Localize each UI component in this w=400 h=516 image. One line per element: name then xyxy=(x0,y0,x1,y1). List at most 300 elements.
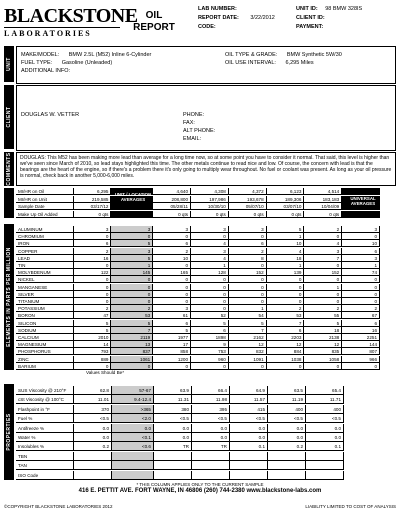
prior-value: 0.0 xyxy=(230,433,268,442)
table-row xyxy=(16,233,380,240)
prior-value: 0 xyxy=(191,276,229,283)
prior-value: 0.1 xyxy=(230,442,268,451)
address-line: 416 E. PETTIT AVE. FORT WAYNE, IN 46806 (260) 744-2380 www.blackstone-labs.com xyxy=(78,488,322,494)
prior-value xyxy=(192,452,230,461)
unit-average-value: 2 xyxy=(111,305,153,312)
table-row xyxy=(16,298,380,305)
property-label: Antifreeze % xyxy=(16,424,74,433)
prior-value: 7 xyxy=(229,327,267,334)
prior-value: 5 xyxy=(153,327,191,334)
universal-average-value: 144 xyxy=(342,341,380,348)
client-band: CLIENT xyxy=(4,85,14,149)
prior-value xyxy=(192,461,230,470)
unit-average-cell xyxy=(111,211,153,218)
table-row xyxy=(16,452,380,461)
current-value: 0.0 xyxy=(74,433,112,442)
property-label: SUS Viscosity @ 210°F xyxy=(16,386,74,395)
unit-average-value: 0 xyxy=(111,363,153,370)
prior-value: 5 xyxy=(229,320,267,327)
prior-value xyxy=(192,471,230,480)
unit-id: 98 BMW 328IS xyxy=(325,6,363,12)
element-label: LEAD xyxy=(16,255,74,262)
prior-value: 0.0 xyxy=(306,433,344,442)
current-value: 11.01 xyxy=(74,395,112,404)
prior-value xyxy=(230,471,268,480)
prior-value: 2 xyxy=(267,305,305,312)
universal-average-value: 2251 xyxy=(342,334,380,341)
current-value: 6,295 xyxy=(74,188,112,195)
prior-value: 2138 xyxy=(304,334,342,341)
table-row xyxy=(16,203,380,210)
prior-value: 10/30/10 xyxy=(191,203,229,210)
row-label: Sample Date xyxy=(16,203,74,210)
prior-value: 2 xyxy=(153,248,191,255)
prior-value: 5 xyxy=(304,320,342,327)
element-label: SODIUM xyxy=(16,327,74,334)
prior-value xyxy=(154,452,192,461)
universal-average-value: 0 xyxy=(342,233,380,240)
report-date: 3/22/2012 xyxy=(250,15,275,21)
prior-value: 03/07/10 xyxy=(267,203,305,210)
prior-value: 0.0 xyxy=(154,433,192,442)
prior-value: 3 xyxy=(304,248,342,255)
prior-value: 0 xyxy=(229,233,267,240)
universal-average-value: 6 xyxy=(342,248,380,255)
universal-average-value: 966 xyxy=(342,356,380,363)
prior-value: 0.0 xyxy=(192,433,230,442)
prior-value: 0 xyxy=(304,233,342,240)
prior-value: 2 xyxy=(229,248,267,255)
prior-value: 0 xyxy=(191,233,229,240)
prior-value: 4,640 xyxy=(153,188,191,195)
prior-value: 0 xyxy=(153,291,191,298)
prior-value: 54 xyxy=(229,312,267,319)
current-value: 2010 xyxy=(74,334,112,341)
prior-value: 6,123 xyxy=(267,188,305,195)
prior-value: 832 xyxy=(229,348,267,355)
universal-average-value: 0 xyxy=(342,298,380,305)
current-value: 0 xyxy=(74,284,112,291)
table-row xyxy=(16,471,380,480)
prior-value xyxy=(154,461,192,470)
prior-value: 10 xyxy=(153,255,191,262)
prior-value: <0.5 xyxy=(268,414,306,423)
unit-average-value: 5 xyxy=(111,240,153,247)
should-be-value: 0.0 xyxy=(112,424,154,433)
table-row xyxy=(16,240,380,247)
current-value: 0.0 xyxy=(74,424,112,433)
prior-value: 63.5 xyxy=(268,386,306,395)
prior-value: 0 xyxy=(191,291,229,298)
prior-value: 197,986 xyxy=(191,196,229,203)
prior-value: 2 xyxy=(304,305,342,312)
property-label: ISO Code xyxy=(16,471,74,480)
element-label: TIN xyxy=(16,262,74,269)
current-value: 62.8 xyxy=(74,386,112,395)
prior-value: 139 xyxy=(267,269,305,276)
unit-average-value: 5 xyxy=(111,320,153,327)
element-label: SILVER xyxy=(16,291,74,298)
table-row xyxy=(16,386,380,395)
current-value: 793 xyxy=(74,348,112,355)
universal-average-cell xyxy=(342,188,380,195)
universal-average-value: 0 xyxy=(342,284,380,291)
table-row xyxy=(16,363,380,370)
current-value: 5 xyxy=(74,327,112,334)
table-row xyxy=(16,320,380,327)
unit-average-value: 7 xyxy=(111,327,153,334)
universal-average-value: 10 xyxy=(342,240,380,247)
prior-value: 61 xyxy=(153,312,191,319)
current-value: 16 xyxy=(74,255,112,262)
prior-value: 05/07/10 xyxy=(229,203,267,210)
unit-average-value: 2119 xyxy=(111,334,153,341)
unit-average-value: 3 xyxy=(111,248,153,255)
unit-average-value: 0 xyxy=(111,291,153,298)
current-value: 3 xyxy=(74,226,112,233)
prior-value: 208,800 xyxy=(153,196,191,203)
table-row xyxy=(16,269,380,276)
elements-band: ELEMENTS IN PARTS PER MILLION xyxy=(4,224,14,370)
current-value: 0 xyxy=(74,291,112,298)
table-row xyxy=(16,334,380,341)
prior-value: <0.5 xyxy=(306,414,344,423)
element-label: POTASSIUM xyxy=(16,305,74,312)
properties-band: PROPERTIES xyxy=(4,384,14,480)
current-value: 370 xyxy=(74,405,112,414)
prior-value xyxy=(306,452,344,461)
current-value xyxy=(74,452,112,461)
universal-average-cell xyxy=(342,211,380,218)
comments-section xyxy=(16,152,396,186)
prior-value: 6 xyxy=(191,327,229,334)
current-value: 03/17/12 xyxy=(74,203,112,210)
table-row xyxy=(16,405,380,414)
prior-value: 0 xyxy=(304,276,342,283)
universal-average-value: 6 xyxy=(342,320,380,327)
prior-value: 0 xyxy=(153,298,191,305)
prior-value: 5 xyxy=(191,320,229,327)
prior-value: 7 xyxy=(267,320,305,327)
prior-value: 1038 xyxy=(267,356,305,363)
table-row xyxy=(16,276,380,283)
current-value: 889 xyxy=(74,356,112,363)
property-label: cSt Viscosity @ 100°C xyxy=(16,395,74,404)
prior-value: 11.19 xyxy=(268,395,306,404)
prior-value: 0.2 xyxy=(268,442,306,451)
table-row xyxy=(16,395,380,404)
current-value: 2 xyxy=(74,248,112,255)
prior-value: 11.71 xyxy=(306,395,344,404)
prior-value: 17 xyxy=(153,341,191,348)
element-label: MANGANESE xyxy=(16,284,74,291)
report-title: OIL REPORT xyxy=(133,10,175,33)
prior-value: 0 xyxy=(304,298,342,305)
unit-average-value: 5 xyxy=(111,255,153,262)
current-value: 6 xyxy=(74,240,112,247)
element-label: IRON xyxy=(16,240,74,247)
element-label: BARIUM xyxy=(16,363,74,370)
prior-value: 1 xyxy=(229,305,267,312)
prior-value: 0 xyxy=(191,284,229,291)
prior-value: <0.5 xyxy=(230,414,268,423)
unit-average-value: 3 xyxy=(111,226,153,233)
unit-location-averages-label: UNIT / LOCATION AVERAGES xyxy=(114,192,152,202)
table-row xyxy=(16,284,380,291)
current-value: 0 xyxy=(74,276,112,283)
prior-value: 0 xyxy=(229,262,267,269)
table-row xyxy=(16,196,380,203)
property-label: Water % xyxy=(16,433,74,442)
prior-value: 9 xyxy=(191,341,229,348)
prior-value: 0 xyxy=(153,284,191,291)
universal-average-value: 74 xyxy=(342,269,380,276)
table-row xyxy=(16,348,380,355)
prior-value: 1200 xyxy=(153,356,191,363)
prior-value: 63.9 xyxy=(154,386,192,395)
prior-value: 4 xyxy=(267,248,305,255)
prior-value: 3 xyxy=(153,226,191,233)
should-be-value xyxy=(112,461,154,470)
element-label: BORON xyxy=(16,312,74,319)
prior-value: 3 xyxy=(229,226,267,233)
universal-average-value: 0 xyxy=(342,276,380,283)
current-value: 47 xyxy=(74,312,112,319)
should-be-value: <0.1 xyxy=(112,433,154,442)
table-row xyxy=(16,262,380,269)
prior-value: 65.4 xyxy=(306,386,344,395)
footnote: * THIS COLUMN APPLIES ONLY TO THE CURRENT SAMPLE xyxy=(136,482,264,487)
universal-average-value: 16 xyxy=(342,327,380,334)
unit-average-value: 1061 xyxy=(111,356,153,363)
row-label: MI/HR on Unit xyxy=(16,196,74,203)
row-label: MI/HR on Oil xyxy=(16,188,74,195)
prior-value: 3 xyxy=(191,226,229,233)
element-label: ZINC xyxy=(16,356,74,363)
current-value xyxy=(74,461,112,470)
prior-value: 0 xyxy=(229,276,267,283)
table-row xyxy=(16,248,380,255)
prior-value: 189,306 xyxy=(267,196,305,203)
prior-value: 0.0 xyxy=(154,424,192,433)
prior-value: 8 xyxy=(229,255,267,262)
prior-value xyxy=(268,461,306,470)
current-value: 0 xyxy=(74,298,112,305)
prior-value: 400 xyxy=(306,405,344,414)
prior-value: 0 xyxy=(304,262,342,269)
prior-value: 12 xyxy=(304,341,342,348)
current-value: 5 xyxy=(74,320,112,327)
unit-average-value: 0 xyxy=(111,276,153,283)
unit-average-value: 0 xyxy=(111,298,153,305)
prior-value: 0 xyxy=(304,363,342,370)
element-label: PHOSPHORUS xyxy=(16,348,74,355)
prior-value: 415 xyxy=(230,405,268,414)
current-value: 0 xyxy=(74,262,112,269)
unit-section: MAKE/MODEL: BMW 2.5L (M52) Inline 6-Cylinder FUEL TYPE: Gasoline (Unleaded) ADDITIONAL INFO: OIL TYPE & GRADE: BMW Synthetic 5W/30 OIL USE INTERVAL: 6,295 Miles xyxy=(16,46,396,84)
unit-average-value: 837 xyxy=(111,348,153,355)
prior-value: 0 xyxy=(229,284,267,291)
info-band xyxy=(4,188,14,218)
prior-value: 0 xyxy=(267,298,305,305)
should-be-value: 9.4-12.4 xyxy=(112,395,154,404)
comments-band: COMMENTS xyxy=(6,152,12,186)
prior-value: 753 xyxy=(191,348,229,355)
prior-value: 395 xyxy=(192,405,230,414)
prior-value: 0 xyxy=(229,363,267,370)
prior-value xyxy=(268,452,306,461)
table-row xyxy=(16,291,380,298)
prior-value: <0.5 xyxy=(154,414,192,423)
prior-value: 0 xyxy=(267,284,305,291)
prior-value: 1 xyxy=(304,284,342,291)
universal-average-value: 67 xyxy=(342,312,380,319)
current-value: 14 xyxy=(74,341,112,348)
prior-value: 0 xyxy=(191,305,229,312)
prior-value: 152 xyxy=(304,269,342,276)
should-be-value: <0.6 xyxy=(112,442,154,451)
prior-value: 0 xyxy=(153,262,191,269)
prior-value: 11.57 xyxy=(230,395,268,404)
universal-average-value: 3 xyxy=(342,226,380,233)
prior-value: 152 xyxy=(229,269,267,276)
universal-average-value: 3 xyxy=(342,255,380,262)
element-label: CHROMIUM xyxy=(16,233,74,240)
prior-value: 0 xyxy=(267,363,305,370)
prior-value: 53 xyxy=(267,312,305,319)
prior-value: 1058 xyxy=(304,356,342,363)
current-value: 122 xyxy=(74,269,112,276)
prior-value: 0 xyxy=(191,363,229,370)
prior-value: 1977 xyxy=(153,334,191,341)
table-row xyxy=(16,255,380,262)
prior-value: 0 xyxy=(229,291,267,298)
should-be-value xyxy=(112,471,154,480)
row-label: Make Up Oil Added xyxy=(16,211,74,218)
prior-value: 193,678 xyxy=(229,196,267,203)
table-row xyxy=(16,327,380,334)
current-value xyxy=(74,471,112,480)
prior-value: 52 xyxy=(191,312,229,319)
prior-value: TR xyxy=(192,442,230,451)
company-logo: BLACKSTONE LABORATORIES xyxy=(4,5,138,38)
table-row xyxy=(16,461,380,470)
universal-averages-label: UNIVERSAL AVERAGES xyxy=(350,196,376,206)
prior-value: 0.0 xyxy=(230,424,268,433)
element-label: COPPER xyxy=(16,248,74,255)
prior-value: 0.1 xyxy=(306,442,344,451)
prior-value: 0 xyxy=(267,276,305,283)
prior-value: 1091 xyxy=(229,356,267,363)
table-row xyxy=(16,305,380,312)
prior-value: 11.31 xyxy=(154,395,192,404)
prior-value: 64.9 xyxy=(230,386,268,395)
table-row xyxy=(16,414,380,423)
unit-average-value: 0 xyxy=(111,233,153,240)
prior-value: 858 xyxy=(153,348,191,355)
prior-value: 0.0 xyxy=(268,424,306,433)
universal-average-value: 0 xyxy=(342,363,380,370)
prior-value xyxy=(306,471,344,480)
prior-value: 2162 xyxy=(229,334,267,341)
prior-value: 3 xyxy=(191,248,229,255)
unit-average-value: 0 xyxy=(111,284,153,291)
prior-value: 4,372 xyxy=(229,188,267,195)
table-row xyxy=(16,442,380,451)
prior-value xyxy=(230,461,268,470)
unit-average-value: 13 xyxy=(111,341,153,348)
prior-value: 55 xyxy=(304,312,342,319)
prior-value: 4,514 xyxy=(304,188,342,195)
prior-value: 6 xyxy=(229,240,267,247)
prior-value: 18 xyxy=(304,327,342,334)
prior-value: 380 xyxy=(154,405,192,414)
prior-value: 0 xyxy=(229,298,267,305)
prior-value: 4 xyxy=(191,240,229,247)
current-value: 0 qts xyxy=(74,211,112,218)
prior-value: 10/04/09 xyxy=(304,203,342,210)
prior-value: 128 xyxy=(191,269,229,276)
prior-value: 66.4 xyxy=(192,386,230,395)
unit-average-value: 53 xyxy=(111,312,153,319)
prior-value: 12 xyxy=(229,341,267,348)
prior-value: TR xyxy=(154,442,192,451)
prior-value: 0 xyxy=(191,298,229,305)
copyright-line: ©COPYRIGHT BLACKSTONE LABORATORIES 2012 LIABILITY LIMITED TO COST OF ANALYSIS xyxy=(4,504,396,509)
prior-value: 6 xyxy=(267,327,305,334)
property-label: TAN xyxy=(16,461,74,470)
element-label: TITANIUM xyxy=(16,298,74,305)
table-row xyxy=(16,188,380,195)
prior-value: 12 xyxy=(267,341,305,348)
prior-value: 05/28/11 xyxy=(153,203,191,210)
universal-average-value: 2 xyxy=(342,305,380,312)
current-value: <0.5 xyxy=(74,414,112,423)
prior-value: 0 xyxy=(153,276,191,283)
prior-value: 10 xyxy=(267,240,305,247)
prior-value: 11.98 xyxy=(192,395,230,404)
prior-value: 0 xyxy=(267,291,305,298)
values-should-be: Values Should Be* xyxy=(86,370,124,375)
current-value: 0 xyxy=(74,233,112,240)
prior-value: 400 xyxy=(268,405,306,414)
prior-value: <0.5 xyxy=(192,414,230,423)
prior-value: 0 qts xyxy=(229,211,267,218)
current-value: 0 xyxy=(74,363,112,370)
prior-value: 0.0 xyxy=(192,424,230,433)
prior-value: 2 xyxy=(304,226,342,233)
element-label: NICKEL xyxy=(16,276,74,283)
prior-value: 835 xyxy=(304,348,342,355)
prior-value: 0 qts xyxy=(191,211,229,218)
table-row xyxy=(16,356,380,363)
prior-value: 0.0 xyxy=(306,424,344,433)
current-value: 219,585 xyxy=(74,196,112,203)
element-label: MAGNESIUM xyxy=(16,341,74,348)
should-be-value: <2.0 xyxy=(112,414,154,423)
table-row xyxy=(16,211,380,218)
prior-value: 1 xyxy=(267,233,305,240)
universal-average-value: 1 xyxy=(342,262,380,269)
universal-average-value: 0 xyxy=(342,291,380,298)
table-row xyxy=(16,424,380,433)
prior-value: 1 xyxy=(191,262,229,269)
prior-value: 0.0 xyxy=(268,433,306,442)
unit-average-value: 1 xyxy=(111,262,153,269)
table-row xyxy=(16,341,380,348)
should-be-value xyxy=(112,452,154,461)
client-section: DOUGLAS W. VETTER PHONE: FAX: ALT PHONE: EMAIL: xyxy=(16,85,396,151)
